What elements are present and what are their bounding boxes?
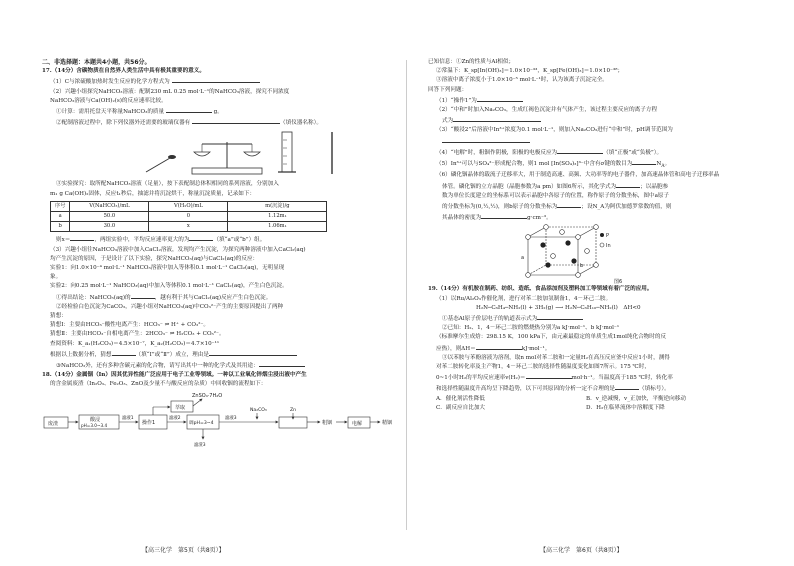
crystal-cell-figure xyxy=(428,223,790,285)
q17-2-3: ③实验探究：取所配NaHCO₃溶液（足量），按下表配制总体积相同的系列溶液，分别加入 xyxy=(56,181,279,188)
footer-page-6: 【高三化学 第6页（共8页）】 xyxy=(540,547,623,554)
table-cell: 30.0 xyxy=(70,222,149,232)
q19-1-3d: 和选择性随温度升高均呈下降趋势，以下可其原因的分析一定不合理的是 （填标号）。 xyxy=(428,383,790,394)
q17-2: （2）兴趣小组探究NaHCO₃溶液：配制230 mL 0.25 mol·L⁻¹的NaHCO₃溶液，探究不同浓度 xyxy=(50,88,290,95)
footer-page-5: 【高三化学 第5页（共8页）】 xyxy=(142,547,225,554)
spoon-icon xyxy=(146,155,176,172)
table-cell: 1.12m₁ xyxy=(228,212,327,222)
q19-1-3c: 0~1小时H₂的平均反应速率v(H₂)＝ mol·h⁻¹。当温度高于185 ℃时，转化率 xyxy=(428,372,790,383)
q18-6b: 体管。磷化铟的立方晶胞（晶胞参数为a pm）如图6所示，其化学式为 ；以晶胞参 xyxy=(428,181,790,192)
table-row xyxy=(51,212,327,222)
q18-6d: 的分数坐标为(0,½,½)，则b原子的分数坐标为 ；设N_A为阿伏加德罗常数的值，则 xyxy=(428,201,790,212)
q17-1: （1）C与浓硫酸加热时发生反应的化学方程式为 xyxy=(42,76,404,87)
table-header: V(H₂O)/mL xyxy=(149,201,228,211)
option-d: D．H₂在临界流体中溶解度下降 xyxy=(586,404,665,411)
q19-options-row2 xyxy=(428,404,790,413)
q17-3-exp1: 实验1：向1.0×10⁻⁴ mol·L⁻¹ NaHCO₃溶液中加入等体积0.1 mol·L⁻¹ CaCl₂(aq)，无明显现 xyxy=(50,265,285,272)
graduated-cylinder-icon xyxy=(278,132,296,172)
table-cell: x xyxy=(149,222,228,232)
table-cell: 50.0 xyxy=(70,212,149,222)
q19-1-3: ③以苯胺与苯酚溶液为溶剂，取n mol对苯二胺和一定量H₂在高压反应釜中反应1小时，测得 xyxy=(442,354,670,361)
flow-refine: 电解 xyxy=(352,420,363,427)
q18-title: 18.（14分）金属铟（In）因其优异性能广泛应用于电子工业等领域。一种以工业氧化锌烟尘浸出液中产生 xyxy=(42,372,307,379)
flow-final: 精铟 xyxy=(382,419,393,426)
legend-p-icon xyxy=(600,233,604,237)
q17-2-1: ①计算：需用托盘天平称量NaHCO₃的质量 g。 xyxy=(42,106,404,117)
table-header: m(沉淀)/g xyxy=(228,201,327,211)
q17-3b: 均产生沉淀的原因，于是设计了以下实验，探究NaHCO₃(aq)与CaCl₂(aq)的反应： xyxy=(50,255,259,262)
q17-hypothesis-2: 猜想Ⅱ：主要由HCO₃⁻自相电离产生：2HCO₃⁻ ⇌ H₂CO₃ + CO₃²⁻。 xyxy=(50,331,225,338)
q19-equation: H₂N─C₆H₄─NH₂(l) + 3H₂(g) ⟶ H₂N─C₆H₁₀─NH₂(l) ΔH<0 xyxy=(476,304,641,311)
atom-label-b: b xyxy=(580,263,584,270)
flow-filtrate2: 滤液2 xyxy=(169,415,181,421)
q18-intro: 的含金属废渣（In₂O₃、Fe₂O₃、ZnO及少量不与酸反应的杂质）中回收铟的流程如下： xyxy=(50,381,267,388)
flow-zn-sulfate: ZnSO₄·7H₂O xyxy=(192,392,223,399)
experiment-table xyxy=(50,201,327,233)
q18-5: （5）In³⁺可以与SO₄²⁻形成配合物，则1 mol [In(SO₄)₃]³⁻中含有σ键的数目为 $N_A$。 xyxy=(428,158,790,171)
figure-6-caption: 图6 xyxy=(614,279,623,286)
option-a: A．催化剂活性降低 xyxy=(436,395,485,402)
q17-3-exp2: 实验2：向0.25 mol·L⁻¹ NaHCO₃(aq)中加入等体积0.1 mol·L⁻¹ CaCl₂(aq)，产生白色沉淀。 xyxy=(50,283,288,290)
q18-2: （2）“中和”时加入Na₂CO₃，生成红褐色沉淀并有气体产生，该过程主要反应的离子方程 xyxy=(436,107,658,114)
q18-6c: 数为单位长度建立的坐标系可以表示晶胞中各原子的位置，称作原子的分数坐标，图中a原子 xyxy=(442,192,670,199)
table-cell: a xyxy=(51,212,70,222)
atom-label-a: a xyxy=(521,255,525,262)
q18-2b: 式为 xyxy=(428,115,790,126)
q17-2-2: ②配制溶液过程中，除下列仪器外还需要的玻璃仪器有 （填仪器名称）。 xyxy=(42,117,404,128)
q17-3-3: ③NaHCO₃外，还有多种含碳元素的化合物，请写出其中一种的化学式及其用途： xyxy=(42,360,404,371)
column-divider xyxy=(406,60,407,530)
q17-hypothesis-1: 猜想Ⅰ：主要由HCO₃⁻酸性电离产生：HCO₃⁻ ⇌ H⁺ + CO₃²⁻。 xyxy=(50,322,210,329)
flow-op2: 调pH=3~4 xyxy=(189,420,214,426)
q18-3-blank xyxy=(428,136,790,147)
flow-arrow xyxy=(193,399,202,406)
q19-1-1: ①基态Al原子价层电子的轨道表示式为 xyxy=(428,313,790,324)
table-cell: 1.06m₁ xyxy=(228,222,327,232)
glassware-figure xyxy=(42,128,404,180)
q17-3-2b: 猜想： xyxy=(50,313,67,320)
process-flowchart xyxy=(42,391,404,449)
q19-title: 19.（14分）有机胺在制药、纺织、造纸、食品添加剂及塑料加工等领域有着广泛的应用。 xyxy=(428,286,653,293)
flow-filtrate1: 滤液1 xyxy=(122,415,134,421)
q17-3: （3）兴趣小组往NaHCO₃溶液中加入CaCl₂溶液，发现均产生沉淀，为探究两种溶液中加入CaCl₂(aq) xyxy=(50,246,306,253)
answer-prompt: 回答下列问题： xyxy=(428,86,468,93)
q17-analysis: 根据以上数据分析，猜想 （填“Ⅰ”或“Ⅱ”）成立，理由是 xyxy=(42,349,404,360)
table-header-row xyxy=(51,201,327,211)
table-header: V(NaHCO₃)/mL xyxy=(70,201,149,211)
table-header: 序号 xyxy=(51,201,70,211)
q18-6: （6）磷化铟晶体的载流子迁移率大，用于制造高速、高频、大功率等的电子器件，加高速晶体管和高电子迁移率晶 xyxy=(436,172,720,179)
section-title: 二、非选择题：本题共4小题，共56分。 xyxy=(42,59,151,66)
flow-solvent: 萃取 xyxy=(175,404,186,411)
flow-op1: 操作1 xyxy=(142,419,156,426)
q17-ka-data: 查阅资料：K_a₁(H₂CO₃)＝4.5×10⁻⁷，K_a₂(H₂CO₃)＝4.7×10⁻¹¹ xyxy=(50,340,220,347)
q17-2-3b: m₁ g Ca(OH)₂固体，反应t₁秒后，抽滤并将沉淀烘干，称量沉淀质量，记录如下： xyxy=(50,190,256,197)
flow-reagent-na2co3: Na₂CO₃ xyxy=(250,407,267,413)
q17-3-exp1b: 象。 xyxy=(50,274,62,281)
flow-raw: 废渣 xyxy=(48,420,59,427)
info-3: ③溶液中离子浓度小于1.0×10⁻⁵ mol·L⁻¹时，认为该离子沉淀完全。 xyxy=(436,77,608,84)
table-row xyxy=(51,222,327,232)
flow-filtrate3: 滤液3 xyxy=(225,415,237,421)
q17-2b: NaHCO₃溶液与Ca(OH)₂(s)的反应速率比较。 xyxy=(50,97,167,104)
q19-1: （1）以Ru/Al₂O₃作催化剂，进行对苯二胺加氢制备1，4－环己二胺。 xyxy=(436,295,612,302)
flow-product: 粗铟 xyxy=(322,419,333,426)
option-b: B．v_逆减慢，v_正加快，平衡逆向移动 xyxy=(586,395,686,402)
info-1: 已知信息：①Zn的性质与Al相似； xyxy=(428,59,515,65)
q19-1-2c: 应热），则ΔH＝ kJ·mol⁻¹。 xyxy=(428,343,790,354)
q19-options-row1 xyxy=(428,395,790,404)
q17-3-2: ②经检验白色沉淀为CaCO₃，兴趣小组对NaHCO₃(aq)中CO₃²⁻产生的主要原因提出了两种 xyxy=(56,303,284,310)
legend-p: P xyxy=(606,233,610,240)
q19-1-2b: （标准摩尔生成焓：298.15 K，100 kPa下，由元素最稳定的单质生成1mol纯化合物时的反 xyxy=(436,334,667,341)
q18-6e: 其晶体的密度为 g·cm⁻³。 xyxy=(428,212,790,223)
q18-4: （4）“电解”时，粗铟作阴极，阳极的电极反应为 （填“正极”或“负极”）。 xyxy=(428,147,790,158)
glassware-illustration xyxy=(42,128,404,180)
flow-reagent-zn: Zn xyxy=(290,407,297,413)
flow-leach-note: pH=3.0~3.4 xyxy=(81,422,108,428)
info-2: ②常温下：K_sp[In(OH)₃]＝1.0×10⁻³³，K_sp[Fe(OH)₃]＝1.0×10⁻³⁸； xyxy=(436,68,624,75)
flow-leach: 酸浸 xyxy=(90,416,101,423)
legend-in: In xyxy=(606,243,611,250)
q18-1: （1）“操作1”为 xyxy=(428,95,790,106)
q19-1-3b: 对苯二胺转化率及主产物1，4－环己二胺的选择性随温度变化如图7所示。175 ℃时， xyxy=(436,363,650,370)
flow-filter3: 滤渣3 xyxy=(194,442,206,448)
q18-3: （3）“酸浸2”后溶液中In³⁺浓度为0.1 mol·L⁻¹，则加入Na₂CO₃进行“中和”时，pH调节范围为 xyxy=(436,127,673,134)
q17-title: 17.（14分）含碳物质在自然界人类生活中具有极其重要的意义。 xyxy=(42,68,205,75)
option-c: C．副反应自比加大 xyxy=(436,404,486,411)
q17-3-1: ①得出结论：NaHCO₃(aq)的 ，越有利于其与CaCl₂(aq)反应产生白色沉淀。 xyxy=(42,292,404,303)
q19-1-2: ②已知：H₂、1，4－环己二胺的燃烧热分别为a kJ·mol⁻¹、b kJ·mol⁻¹ xyxy=(442,325,620,332)
balance-icon xyxy=(192,142,262,174)
table-cell: 0 xyxy=(149,212,228,222)
legend-in-icon xyxy=(600,243,604,247)
page-6-column xyxy=(428,58,790,413)
q17-2-3c: 则x＝ ，两组实验中，平均反应速率更大的为 （填“a”或“b”）组。 xyxy=(42,234,404,245)
table-cell: b xyxy=(51,222,70,232)
page-5-column xyxy=(42,58,404,449)
